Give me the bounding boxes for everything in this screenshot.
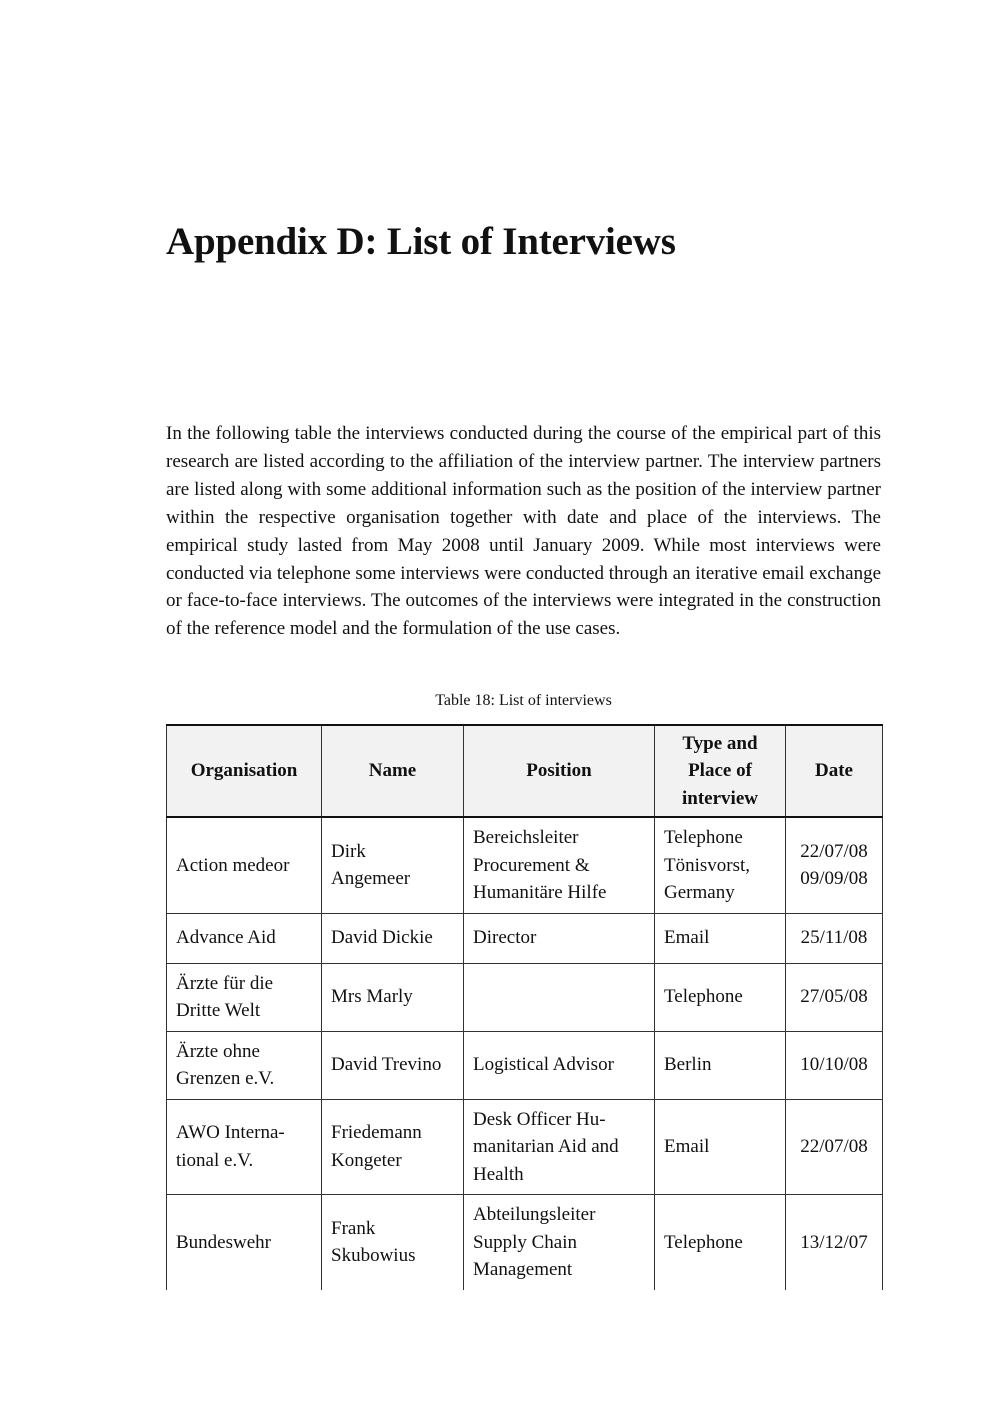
cell-position — [464, 963, 655, 1031]
page-title: Appendix D: List of Interviews — [166, 220, 676, 263]
table-row — [167, 1099, 883, 1195]
cell-date: 25/11/08 — [786, 913, 883, 963]
table-header-row — [167, 725, 883, 817]
cell-date: 22/07/08 — [786, 1099, 883, 1195]
header-name: Name — [322, 725, 464, 817]
cell-position: Abteilungsleiter Supply Chain Management — [464, 1195, 655, 1290]
cell-type-place: Telephone — [655, 963, 786, 1031]
cell-name: Mrs Marly — [322, 963, 464, 1031]
cell-position: Desk Officer Hu- manitarian Aid and Health — [464, 1099, 655, 1195]
cell-type-place: Telephone Tönisvorst, Germany — [655, 817, 786, 913]
cell-organisation: Advance Aid — [167, 913, 322, 963]
cell-organisation: AWO Interna- tional e.V. — [167, 1099, 322, 1195]
table-row — [167, 1031, 883, 1099]
header-date: Date — [786, 725, 883, 817]
cell-date: 27/05/08 — [786, 963, 883, 1031]
cell-position: Bereichsleiter Procurement & Humanitäre Hilfe — [464, 817, 655, 913]
cell-type-place: Email — [655, 1099, 786, 1195]
cell-type-place: Telephone — [655, 1195, 786, 1290]
cell-organisation: Bundeswehr — [167, 1195, 322, 1290]
header-position: Position — [464, 725, 655, 817]
cell-name: David Dickie — [322, 913, 464, 963]
table-row — [167, 1195, 883, 1290]
cell-type-place: Email — [655, 913, 786, 963]
table-caption: Table 18: List of interviews — [435, 692, 612, 709]
header-organisation: Organisation — [167, 725, 322, 817]
cell-organisation: Ärzte ohne Grenzen e.V. — [167, 1031, 322, 1099]
cell-type-place: Berlin — [655, 1031, 786, 1099]
cell-position: Director — [464, 913, 655, 963]
cell-organisation: Ärzte für die Dritte Welt — [167, 963, 322, 1031]
cell-organisation: Action medeor — [167, 817, 322, 913]
cell-name: David Trevino — [322, 1031, 464, 1099]
cell-name: Dirk Angemeer — [322, 817, 464, 913]
cell-date: 22/07/08 09/09/08 — [786, 817, 883, 913]
interviews-table — [166, 724, 883, 1290]
cell-date: 10/10/08 — [786, 1031, 883, 1099]
cell-name: Frank Skubowius — [322, 1195, 464, 1290]
table-row — [167, 963, 883, 1031]
cell-date: 13/12/07 — [786, 1195, 883, 1290]
header-type-place: Type and Place of interview — [655, 725, 786, 817]
table-row — [167, 817, 883, 913]
intro-paragraph: In the following table the interviews conducted during the course of the empirical part of this research are listed according to the affiliation of the interview partner. The interview partners are listed along with some additional information such as the position of the interview partner within the respective organisation together with date and place of the interviews. The empirical study lasted from May 2008 until January 2009. While most interviews were conducted via telephone some interviews were conducted through an iterative email exchange or face-to-face interviews. The outcomes of the interviews were integrated in the construction of the reference model and the formulation of the use cases. — [166, 423, 881, 640]
table-row — [167, 913, 883, 963]
cell-position: Logistical Advisor — [464, 1031, 655, 1099]
cell-name: Friedemann Kongeter — [322, 1099, 464, 1195]
